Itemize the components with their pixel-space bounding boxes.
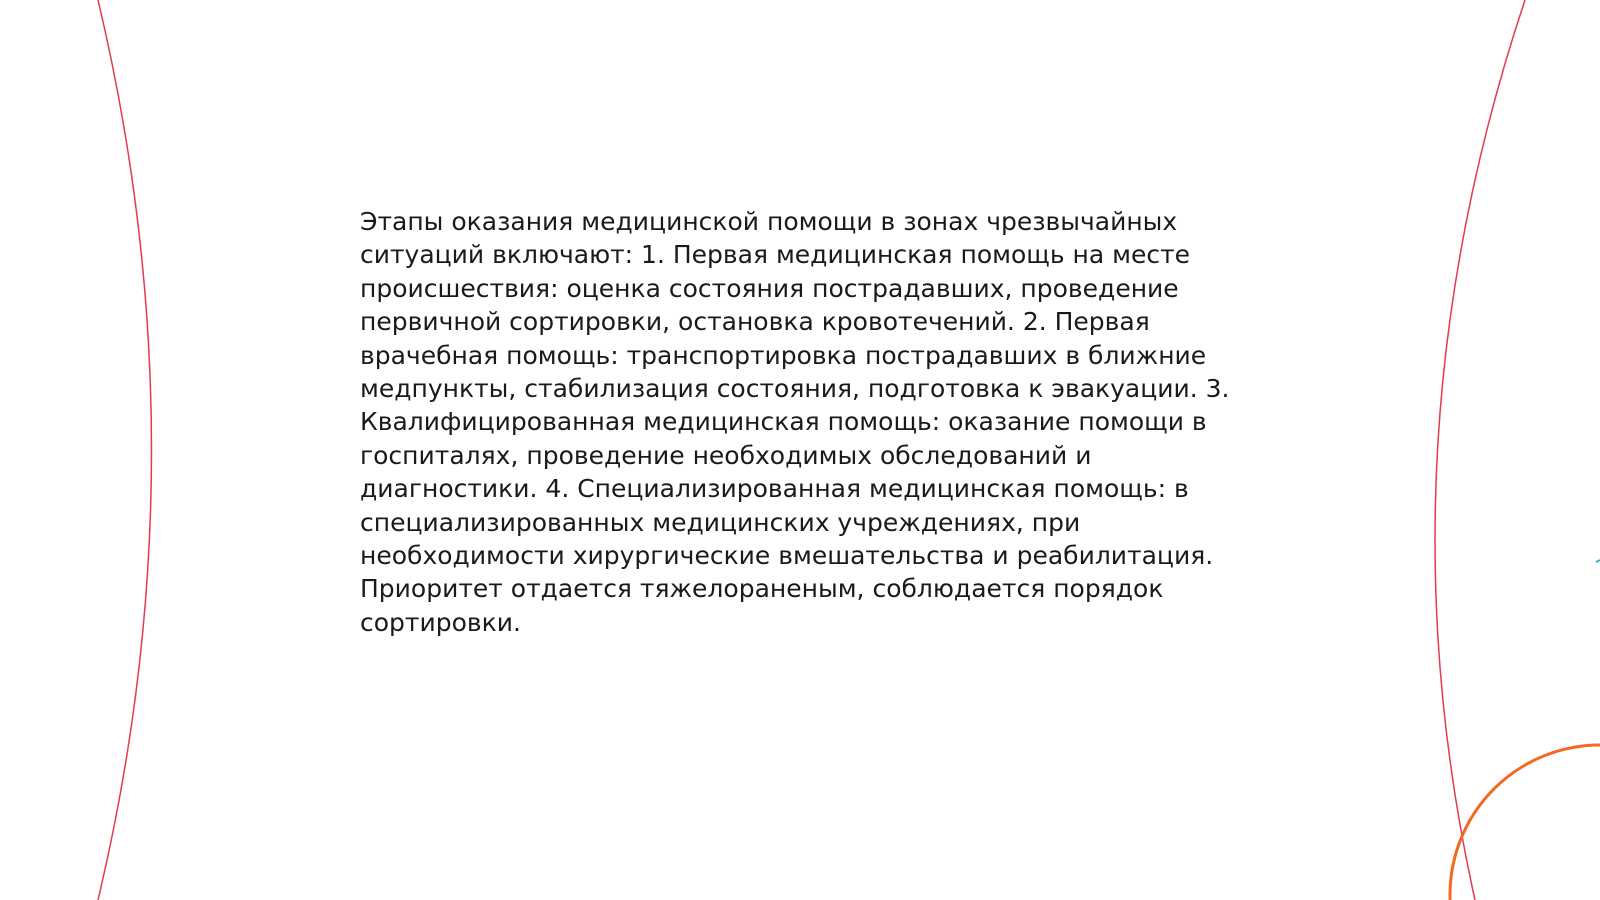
orange-ring (1450, 745, 1600, 900)
right-curve-line (1435, 0, 1525, 900)
teal-mark (1596, 560, 1600, 562)
left-curve-line (98, 0, 152, 900)
slide-body-text: Этапы оказания медицинской помощи в зонах чрезвычайных ситуаций включают: 1. Первая медицинская помощь на месте происшествия: оценка состояния пострадавших, проведение первичной сортировки, остановка кровотечений. 2. Первая врачебная помощь: транспортировка пострадавших в ближние медпункты, стабилизация состояния, подготовка к эвакуации. 3. Квалифицированная медицинская помощь: оказание помощи в госпиталях, проведение необходимых обследований и диагностики. 4. Специализированная медицинская помощь: в специализированных медицинских учреждениях, при необходимости хирургические вмешательства и реабилитация. Приоритет отдается тяжелораненым, соблюдается порядок сортировки. (360, 207, 1230, 637)
